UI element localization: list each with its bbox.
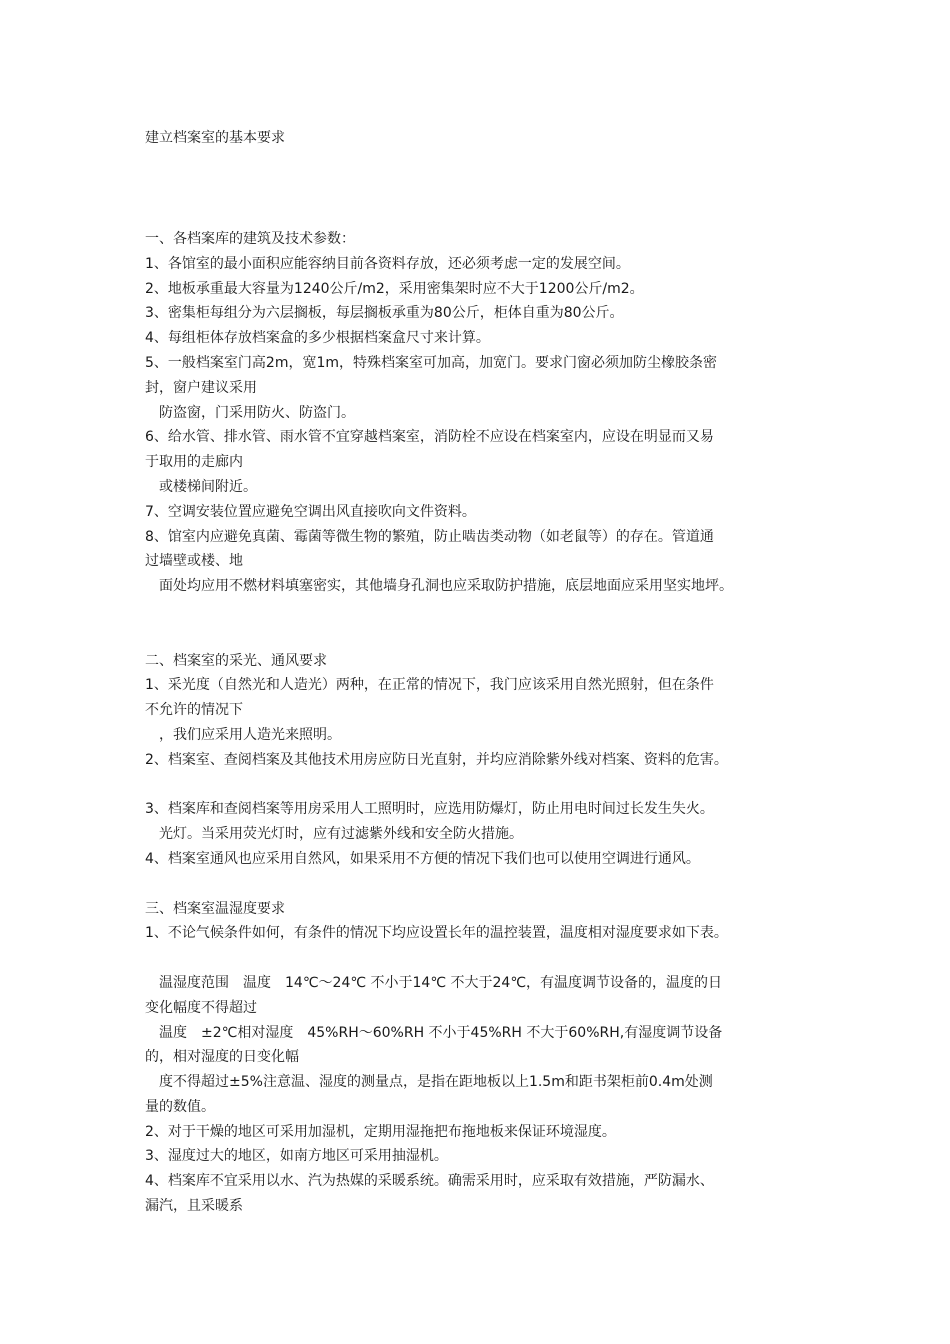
paragraph-line: 温湿度范围 温度 14℃～24℃ 不小于14℃ 不大于24℃，有温度调节设备的，温度的日 <box>159 974 723 991</box>
paragraph-line: 于取用的走廊内 <box>145 454 243 471</box>
paragraph-line: 光灯。当采用荧光灯时，应有过滤紫外线和安全防火措施。 <box>159 826 523 843</box>
paragraph-line: 度不得超过±5%注意温、湿度的测量点，是指在距地板以上1.5m和距书架柜前0.4m处测 <box>159 1074 713 1091</box>
paragraph-line: 3、档案库和查阅档案等用房采用人工照明时，应选用防爆灯，防止用电时间过长发生失火。 <box>145 801 714 818</box>
paragraph-line: 2、档案室、查阅档案及其他技术用房应防日光直射，并均应消除紫外线对档案、资料的危害。 <box>145 751 728 768</box>
paragraph-line: 变化幅度不得超过 <box>145 999 257 1016</box>
paragraph-line: 过墙壁或楼、地 <box>145 553 243 570</box>
paragraph-line: 封，窗户建议采用 <box>145 379 257 396</box>
paragraph-line: 8、馆室内应避免真菌、霉菌等微生物的繁殖，防止啮齿类动物（如老鼠等）的存在。管道通 <box>145 528 714 545</box>
paragraph-line: 2、地板承重最大容量为1240公斤/m2，采用密集架时应不大于1200公斤/m2。 <box>145 280 644 297</box>
paragraph-line: ，我们应采用人造光来照明。 <box>159 726 341 743</box>
spacer <box>145 872 825 897</box>
paragraph-line: 4、档案库不宜采用以水、汽为热媒的采暖系统。确需采用时，应采取有效措施，严防漏水、 <box>145 1173 714 1190</box>
paragraph-line: 1、各馆室的最小面积应能容纳目前各资料存放，还必须考虑一定的发展空间。 <box>145 255 630 272</box>
section-heading-2: 二、档案室的采光、通风要求 <box>145 652 327 669</box>
document-title: 建立档案室的基本要求 <box>145 130 285 146</box>
paragraph-line: 面处均应用不燃材料填塞密实，其他墙身孔洞也应采取防护措施，底层地面应采用坚实地坪。 <box>159 578 733 595</box>
paragraph-line: 或楼梯间附近。 <box>159 478 257 495</box>
paragraph-line: 6、给水管、排水管、雨水管不宜穿越档案室，消防栓不应设在档案室内，应设在明显而又易 <box>145 429 714 446</box>
spacer <box>145 946 825 971</box>
paragraph-line: 3、湿度过大的地区，如南方地区可采用抽湿机。 <box>145 1148 448 1165</box>
section-heading-1: 一、各档案库的建筑及技术参数： <box>145 231 355 247</box>
paragraph-line: 4、档案室通风也应采用自然风，如果采用不方便的情况下我们也可以使用空调进行通风。 <box>145 850 700 867</box>
paragraph-line: 的，相对湿度的日变化幅 <box>145 1049 299 1066</box>
paragraph-line: 7、空调安装位置应避免空调出风直接吹向文件资料。 <box>145 503 476 520</box>
paragraph-line: 2、对于干燥的地区可采用加湿机，定期用湿拖把布拖地板来保证环境湿度。 <box>145 1123 616 1140</box>
paragraph-line: 4、每组柜体存放档案盒的多少根据档案盒尺寸来计算。 <box>145 330 490 347</box>
paragraph-line: 3、密集柜每组分为六层搁板，每层搁板承重为80公斤，柜体自重为80公斤。 <box>145 305 624 322</box>
paragraph-line: 不允许的情况下 <box>145 702 243 719</box>
paragraph-line: 1、采光度（自然光和人造光）两种，在正常的情况下，我门应该采用自然光照射，但在条件 <box>145 677 714 694</box>
paragraph-line: 量的数值。 <box>145 1098 215 1115</box>
paragraph-line: 漏汽，且采暖系 <box>145 1198 243 1215</box>
paragraph-line: 1、不论气候条件如何，有条件的情况下均应设置长年的温控装置，温度相对湿度要求如下表。 <box>145 925 728 942</box>
paragraph-line: 温度 ±2℃相对湿度 45%RH～60%RH 不小于45%RH 不大于60%RH,有湿度调节设备 <box>159 1024 723 1041</box>
document-body <box>145 227 825 1219</box>
paragraph-line: 防盗窗，门采用防火、防盗门。 <box>159 404 355 421</box>
spacer <box>145 599 825 649</box>
section-heading-3: 三、档案室温湿度要求 <box>145 900 285 917</box>
spacer <box>145 773 825 798</box>
paragraph-line: 5、一般档案室门高2m，宽1m，特殊档案室可加高，加宽门。要求门窗必须加防尘橡胶条密 <box>145 354 717 371</box>
